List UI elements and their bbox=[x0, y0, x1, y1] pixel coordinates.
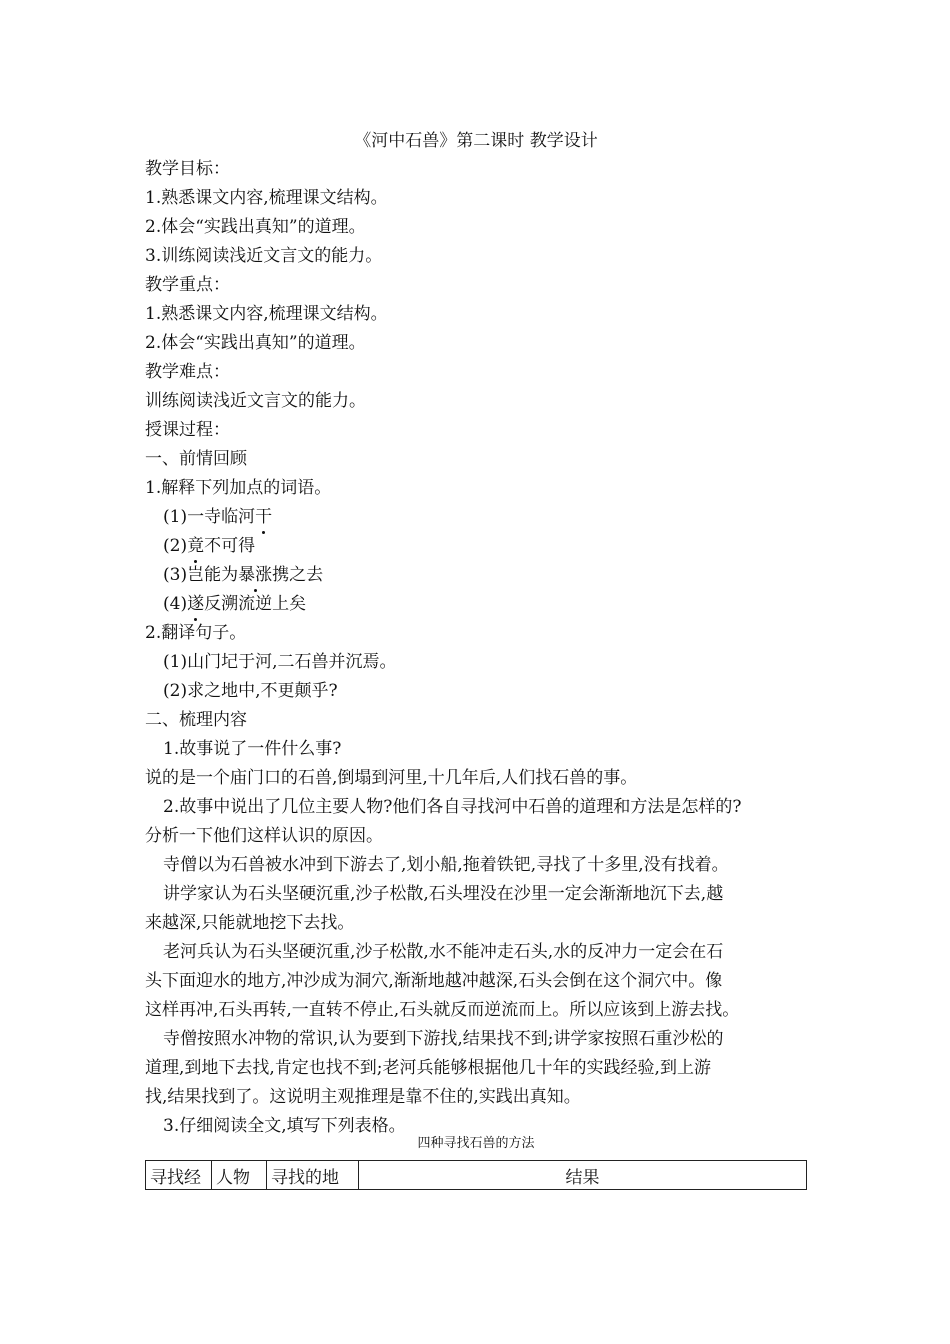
answer-paragraph: 寺僧以为石兽被水冲到下游去了,划小船,拖着铁钯,寻找了十多里,没有找着。 bbox=[163, 855, 729, 875]
answer-paragraph: 寺僧按照水冲物的常识,认为要到下游找,结果找不到;讲学家按照石重沙松的 bbox=[163, 1029, 724, 1049]
word-item: (2)竟不可得 bbox=[145, 532, 813, 561]
table-header-cell: 结果 bbox=[359, 1161, 807, 1190]
question-text: 分析一下他们这样认识的原因。 bbox=[145, 826, 383, 846]
goal-item: 1.熟悉课文内容,梳理课文结构。 bbox=[145, 188, 388, 208]
table-header-row bbox=[146, 1161, 807, 1190]
difficulty-item: 训练阅读浅近文言文的能力。 bbox=[145, 391, 366, 411]
word-item: (4)遂反溯流逆上矣 bbox=[145, 590, 813, 619]
question-translate: 2.翻译句子。 bbox=[145, 623, 247, 643]
sentence-item: (1)山门圮于河,二石兽并沉焉。 bbox=[163, 652, 397, 672]
dotted-word: 遂 bbox=[187, 590, 204, 619]
dotted-word: 干 bbox=[255, 503, 272, 532]
answer-text: 说的是一个庙门口的石兽,倒塌到河里,十几年后,人们找石兽的事。 bbox=[145, 768, 638, 788]
question-explain-words: 1.解释下列加点的词语。 bbox=[145, 478, 332, 498]
word-item: (1)一寺临河干 bbox=[145, 503, 813, 532]
dotted-word: 竟 bbox=[187, 532, 204, 561]
goal-item: 3.训练阅读浅近文言文的能力。 bbox=[145, 246, 383, 266]
answer-paragraph: 头下面迎水的地方,冲沙成为洞穴,渐渐地越冲越深,石头会倒在这个洞穴中。像 bbox=[145, 971, 723, 991]
goal-item: 2.体会“实践出真知”的道理。 bbox=[145, 217, 366, 237]
document-body bbox=[145, 155, 813, 1141]
part-heading-content: 二、梳理内容 bbox=[145, 710, 247, 730]
answer-paragraph: 找,结果找到了。这说明主观推理是靠不住的,实践出真知。 bbox=[145, 1087, 581, 1107]
key-point-item: 1.熟悉课文内容,梳理课文结构。 bbox=[145, 304, 388, 324]
section-heading-difficulties: 教学难点： bbox=[145, 362, 230, 382]
answer-paragraph: 道理,到地下去找,肯定也找不到;老河兵能够根据他几十年的实践经验,到上游 bbox=[145, 1058, 711, 1078]
section-heading-goals: 教学目标： bbox=[145, 159, 230, 179]
table-caption: 四种寻找石兽的方法 bbox=[417, 1136, 535, 1151]
sentence-item: (2)求之地中,不更颠乎? bbox=[163, 681, 338, 701]
answer-paragraph: 来越深,只能就地挖下去找。 bbox=[145, 913, 355, 933]
table-header-cell: 人物 bbox=[212, 1161, 267, 1190]
part-heading-review: 一、前情回顾 bbox=[145, 449, 247, 469]
answer-paragraph: 讲学家认为石头坚硬沉重,沙子松散,石头埋没在沙里一定会渐渐地沉下去,越 bbox=[163, 884, 724, 904]
question-item: 3.仔细阅读全文,填写下列表格。 bbox=[163, 1116, 406, 1136]
answer-paragraph: 这样再冲,石头再转,一直转不停止,石头就反而逆流而上。所以应该到上游去找。 bbox=[145, 1000, 740, 1020]
key-point-item: 2.体会“实践出真知”的道理。 bbox=[145, 333, 366, 353]
table-header-cell: 寻找经 bbox=[146, 1161, 212, 1190]
document-title: 《河中石兽》第二课时 教学设计 bbox=[354, 131, 598, 151]
dotted-word: 暴涨 bbox=[238, 561, 272, 590]
section-heading-key-points: 教学重点： bbox=[145, 275, 230, 295]
word-item: (3)岂能为暴涨携之去 bbox=[145, 561, 813, 590]
section-heading-process: 授课过程： bbox=[145, 420, 230, 440]
table-header-cell: 寻找的地 bbox=[267, 1161, 359, 1190]
answer-paragraph: 老河兵认为石头坚硬沉重,沙子松散,水不能冲走石头,水的反冲力一定会在石 bbox=[163, 942, 724, 962]
question-item: 1.故事说了一件什么事? bbox=[163, 739, 342, 759]
question-item: 2.故事中说出了几位主要人物?他们各自寻找河中石兽的道理和方法是怎样的? bbox=[163, 797, 742, 817]
method-table bbox=[145, 1160, 807, 1190]
